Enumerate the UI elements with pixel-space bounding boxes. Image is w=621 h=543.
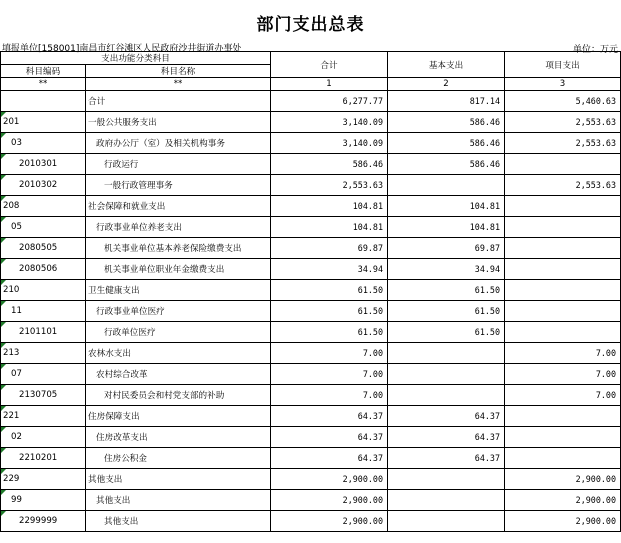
- row-basic: [388, 511, 505, 532]
- header-total: 合计: [271, 52, 388, 78]
- row-code: 2101101: [1, 322, 86, 343]
- cell-marker-icon: [1, 406, 6, 411]
- row-basic: [388, 385, 505, 406]
- row-project: 7.00: [505, 385, 621, 406]
- table-row: [1, 343, 621, 364]
- row-code: 2210201: [1, 448, 86, 469]
- row-code: 2010302: [1, 175, 86, 196]
- row-total: 64.37: [271, 448, 388, 469]
- row-name: 对村民委员会和村党支部的补助: [86, 385, 271, 406]
- row-project: 2,900.00: [505, 511, 621, 532]
- row-total: 7.00: [271, 364, 388, 385]
- cell-marker-icon: [1, 364, 6, 369]
- row-basic: 64.37: [388, 448, 505, 469]
- cell-marker-icon: [1, 196, 6, 201]
- cell-marker-icon: [1, 154, 6, 159]
- row-project: [505, 427, 621, 448]
- row-name: 行政事业单位医疗: [86, 301, 271, 322]
- table-row: [1, 301, 621, 322]
- row-project: 5,460.63: [505, 91, 621, 112]
- row-code: 11: [1, 301, 86, 322]
- row-project: [505, 196, 621, 217]
- row-name: 行政运行: [86, 154, 271, 175]
- row-name: 住房改革支出: [86, 427, 271, 448]
- row-code: 229: [1, 469, 86, 490]
- row-project: 7.00: [505, 343, 621, 364]
- row-total: 69.87: [271, 238, 388, 259]
- row-name: 政府办公厅（室）及相关机构事务: [86, 133, 271, 154]
- row-total: 3,140.09: [271, 112, 388, 133]
- row-project: 2,553.63: [505, 112, 621, 133]
- row-name: 其他支出: [86, 490, 271, 511]
- row-name: 其他支出: [86, 511, 271, 532]
- row-code: 210: [1, 280, 86, 301]
- row-code: 208: [1, 196, 86, 217]
- row-basic: [388, 490, 505, 511]
- row-code: 03: [1, 133, 86, 154]
- table-row: [1, 91, 621, 112]
- table-row: [1, 217, 621, 238]
- row-project: [505, 301, 621, 322]
- row-code: 2299999: [1, 511, 86, 532]
- row-basic: [388, 469, 505, 490]
- header-code: 科目编码: [1, 65, 86, 78]
- header-col-1: 1: [271, 78, 388, 91]
- row-name: 机关事业单位基本养老保险缴费支出: [86, 238, 271, 259]
- row-basic: [388, 343, 505, 364]
- row-basic: 34.94: [388, 259, 505, 280]
- table-row: [1, 511, 621, 532]
- row-name: 住房公积金: [86, 448, 271, 469]
- row-code: 2080505: [1, 238, 86, 259]
- row-basic: 104.81: [388, 196, 505, 217]
- table-row: [1, 175, 621, 196]
- table-row: [1, 112, 621, 133]
- row-total: 64.37: [271, 406, 388, 427]
- row-total: 2,900.00: [271, 469, 388, 490]
- row-project: [505, 238, 621, 259]
- row-name: 行政事业单位养老支出: [86, 217, 271, 238]
- row-project: 2,900.00: [505, 469, 621, 490]
- header-group: 支出功能分类科目: [1, 52, 271, 65]
- row-project: [505, 154, 621, 175]
- table-row: [1, 427, 621, 448]
- row-project: [505, 406, 621, 427]
- expenditure-table: [0, 51, 621, 532]
- cell-marker-icon: [1, 112, 6, 117]
- row-project: 7.00: [505, 364, 621, 385]
- row-name: 社会保障和就业支出: [86, 196, 271, 217]
- table-row: [1, 385, 621, 406]
- row-basic: 61.50: [388, 322, 505, 343]
- row-total: 586.46: [271, 154, 388, 175]
- row-total: 61.50: [271, 280, 388, 301]
- row-code: 2130705: [1, 385, 86, 406]
- row-name: 农林水支出: [86, 343, 271, 364]
- row-name: 农村综合改革: [86, 364, 271, 385]
- cell-marker-icon: [1, 175, 6, 180]
- row-total: 2,900.00: [271, 490, 388, 511]
- row-total: 2,553.63: [271, 175, 388, 196]
- row-code: 07: [1, 364, 86, 385]
- row-project: [505, 448, 621, 469]
- cell-marker-icon: [1, 133, 6, 138]
- cell-marker-icon: [1, 511, 6, 516]
- row-total: 7.00: [271, 385, 388, 406]
- row-total: 3,140.09: [271, 133, 388, 154]
- table-row: [1, 364, 621, 385]
- row-basic: 61.50: [388, 301, 505, 322]
- row-code: 2080506: [1, 259, 86, 280]
- row-total: 61.50: [271, 301, 388, 322]
- cell-marker-icon: [1, 301, 6, 306]
- table-row: [1, 196, 621, 217]
- row-basic: 69.87: [388, 238, 505, 259]
- table-row: [1, 490, 621, 511]
- row-code: 213: [1, 343, 86, 364]
- row-code: 05: [1, 217, 86, 238]
- row-total: 34.94: [271, 259, 388, 280]
- row-code: 99: [1, 490, 86, 511]
- table-row: [1, 322, 621, 343]
- row-name: 合计: [86, 91, 271, 112]
- cell-marker-icon: [1, 238, 6, 243]
- cell-marker-icon: [1, 280, 6, 285]
- row-basic: 61.50: [388, 280, 505, 301]
- header-name-star: **: [86, 78, 271, 91]
- header-col-2: 2: [388, 78, 505, 91]
- table-row: [1, 133, 621, 154]
- row-basic: 64.37: [388, 427, 505, 448]
- table-row: [1, 238, 621, 259]
- unit-label: 单位：万元: [572, 45, 618, 55]
- cell-marker-icon: [1, 322, 6, 327]
- row-name: 行政单位医疗: [86, 322, 271, 343]
- row-code: 221: [1, 406, 86, 427]
- row-project: 2,553.63: [505, 133, 621, 154]
- row-name: 一般行政管理事务: [86, 175, 271, 196]
- page-title: 部门支出总表: [256, 15, 365, 35]
- row-name: 机关事业单位职业年金缴费支出: [86, 259, 271, 280]
- cell-marker-icon: [1, 385, 6, 390]
- row-basic: [388, 364, 505, 385]
- table-row: [1, 259, 621, 280]
- row-code: 02: [1, 427, 86, 448]
- row-total: 64.37: [271, 427, 388, 448]
- row-name: 住房保障支出: [86, 406, 271, 427]
- cell-marker-icon: [1, 490, 6, 495]
- row-name: 其他支出: [86, 469, 271, 490]
- row-project: [505, 322, 621, 343]
- cell-marker-icon: [1, 427, 6, 432]
- row-project: 2,900.00: [505, 490, 621, 511]
- header-col-3: 3: [505, 78, 621, 91]
- table-row: [1, 154, 621, 175]
- row-name: 一般公共服务支出: [86, 112, 271, 133]
- row-basic: 104.81: [388, 217, 505, 238]
- row-project: [505, 280, 621, 301]
- header-basic: 基本支出: [388, 52, 505, 78]
- row-basic: [388, 175, 505, 196]
- header-code-star: **: [1, 78, 86, 91]
- row-basic: 817.14: [388, 91, 505, 112]
- row-total: 61.50: [271, 322, 388, 343]
- table-row: [1, 448, 621, 469]
- header-name: 科目名称: [86, 65, 271, 78]
- row-name: 卫生健康支出: [86, 280, 271, 301]
- row-project: [505, 217, 621, 238]
- row-project: [505, 259, 621, 280]
- filler-unit: 填报单位[158001]南昌市红谷滩区人民政府沙井街道办事处: [2, 44, 242, 54]
- table-row: [1, 469, 621, 490]
- cell-marker-icon: [1, 217, 6, 222]
- row-basic: 64.37: [388, 406, 505, 427]
- row-code: 201: [1, 112, 86, 133]
- row-total: 104.81: [271, 217, 388, 238]
- row-total: 104.81: [271, 196, 388, 217]
- cell-marker-icon: [1, 469, 6, 474]
- row-project: 2,553.63: [505, 175, 621, 196]
- row-code: 2010301: [1, 154, 86, 175]
- row-code: [1, 91, 86, 112]
- row-basic: 586.46: [388, 133, 505, 154]
- cell-marker-icon: [1, 259, 6, 264]
- table-row: [1, 280, 621, 301]
- row-basic: 586.46: [388, 112, 505, 133]
- row-basic: 586.46: [388, 154, 505, 175]
- row-total: 7.00: [271, 343, 388, 364]
- cell-marker-icon: [1, 448, 6, 453]
- cell-marker-icon: [1, 343, 6, 348]
- row-total: 6,277.77: [271, 91, 388, 112]
- row-total: 2,900.00: [271, 511, 388, 532]
- header-project: 项目支出: [505, 52, 621, 78]
- table-row: [1, 406, 621, 427]
